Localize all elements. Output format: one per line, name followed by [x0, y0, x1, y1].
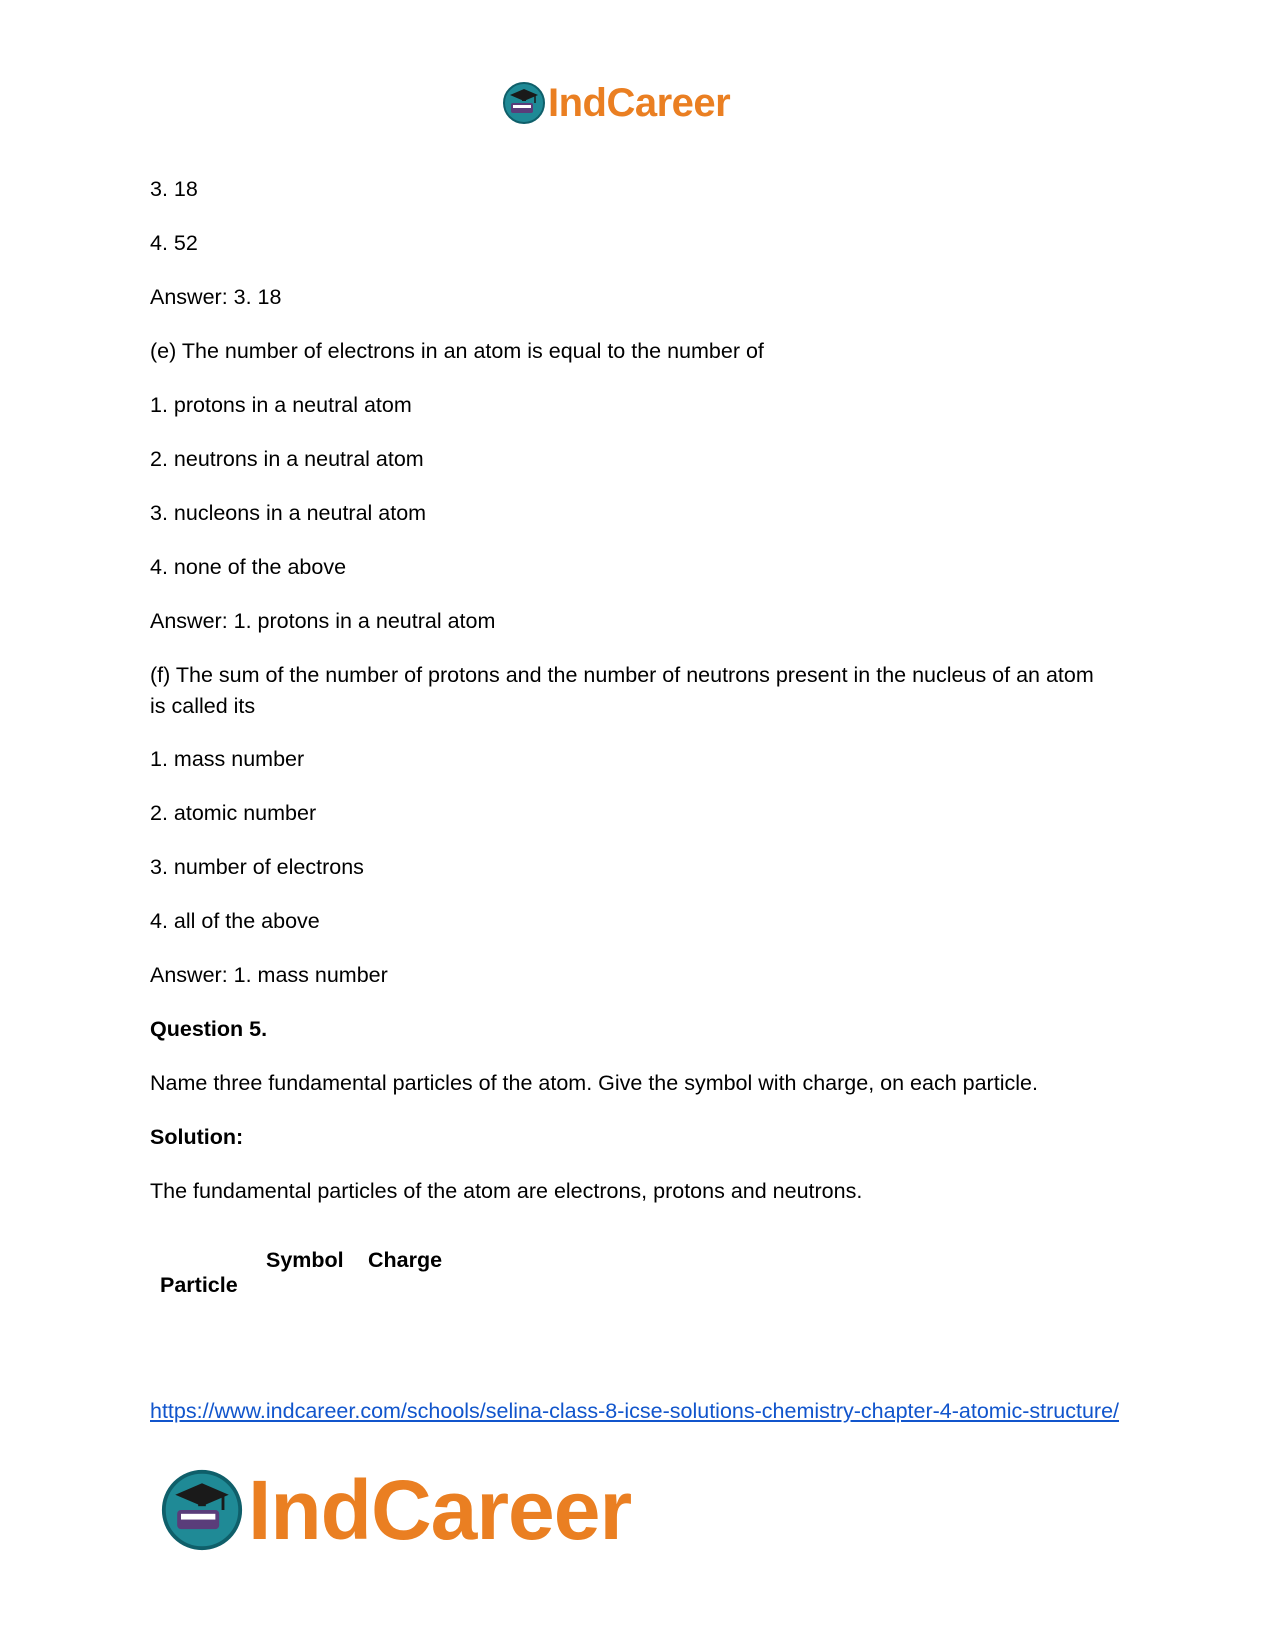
logo-wordmark: IndCareer: [548, 80, 731, 125]
solution-heading: Solution:: [150, 1125, 244, 1149]
question-heading: Question 5.: [150, 1017, 268, 1041]
source-url-link[interactable]: https://www.indcareer.com/schools/selina-class-8-icse-solutions-chemistry-chapter-4-atomic-structure/: [150, 1399, 1120, 1423]
option-line: 2. atomic number: [150, 801, 317, 825]
option-line: 1. mass number: [150, 747, 305, 771]
table-header-charge: Charge: [368, 1248, 443, 1272]
logo-wordmark: IndCareer: [248, 1462, 632, 1557]
option-line: 4. none of the above: [150, 555, 347, 579]
option-line: 3. number of electrons: [150, 855, 364, 879]
option-line: 3. 18: [150, 177, 198, 201]
question-line: (e) The number of electrons in an atom is equal to the number of: [150, 339, 764, 363]
solution-text: The fundamental particles of the atom are electrons, protons and neutrons.: [150, 1179, 863, 1203]
footer-logo: [160, 1462, 632, 1557]
question-text: Name three fundamental particles of the atom. Give the symbol with charge, on each particle.: [150, 1071, 1038, 1095]
header-logo: [502, 78, 730, 128]
answer-line: Answer: 1. mass number: [150, 963, 388, 987]
option-line: 4. all of the above: [150, 909, 320, 933]
graduation-book-icon: [160, 1468, 244, 1552]
option-line: 1. protons in a neutral atom: [150, 393, 412, 417]
option-line: 3. nucleons in a neutral atom: [150, 501, 427, 525]
question-line: (f) The sum of the number of protons and the number of neutrons present in the nucleus of an atom is called its: [150, 663, 1094, 718]
answer-line: Answer: 1. protons in a neutral atom: [150, 609, 496, 633]
option-line: 2. neutrons in a neutral atom: [150, 447, 424, 471]
answer-line: Answer: 3. 18: [150, 285, 282, 309]
table-header-particle: Particle: [160, 1273, 238, 1297]
graduation-book-icon: [502, 81, 546, 125]
option-line: 4. 52: [150, 231, 198, 255]
table-header-symbol: Symbol: [266, 1248, 344, 1272]
